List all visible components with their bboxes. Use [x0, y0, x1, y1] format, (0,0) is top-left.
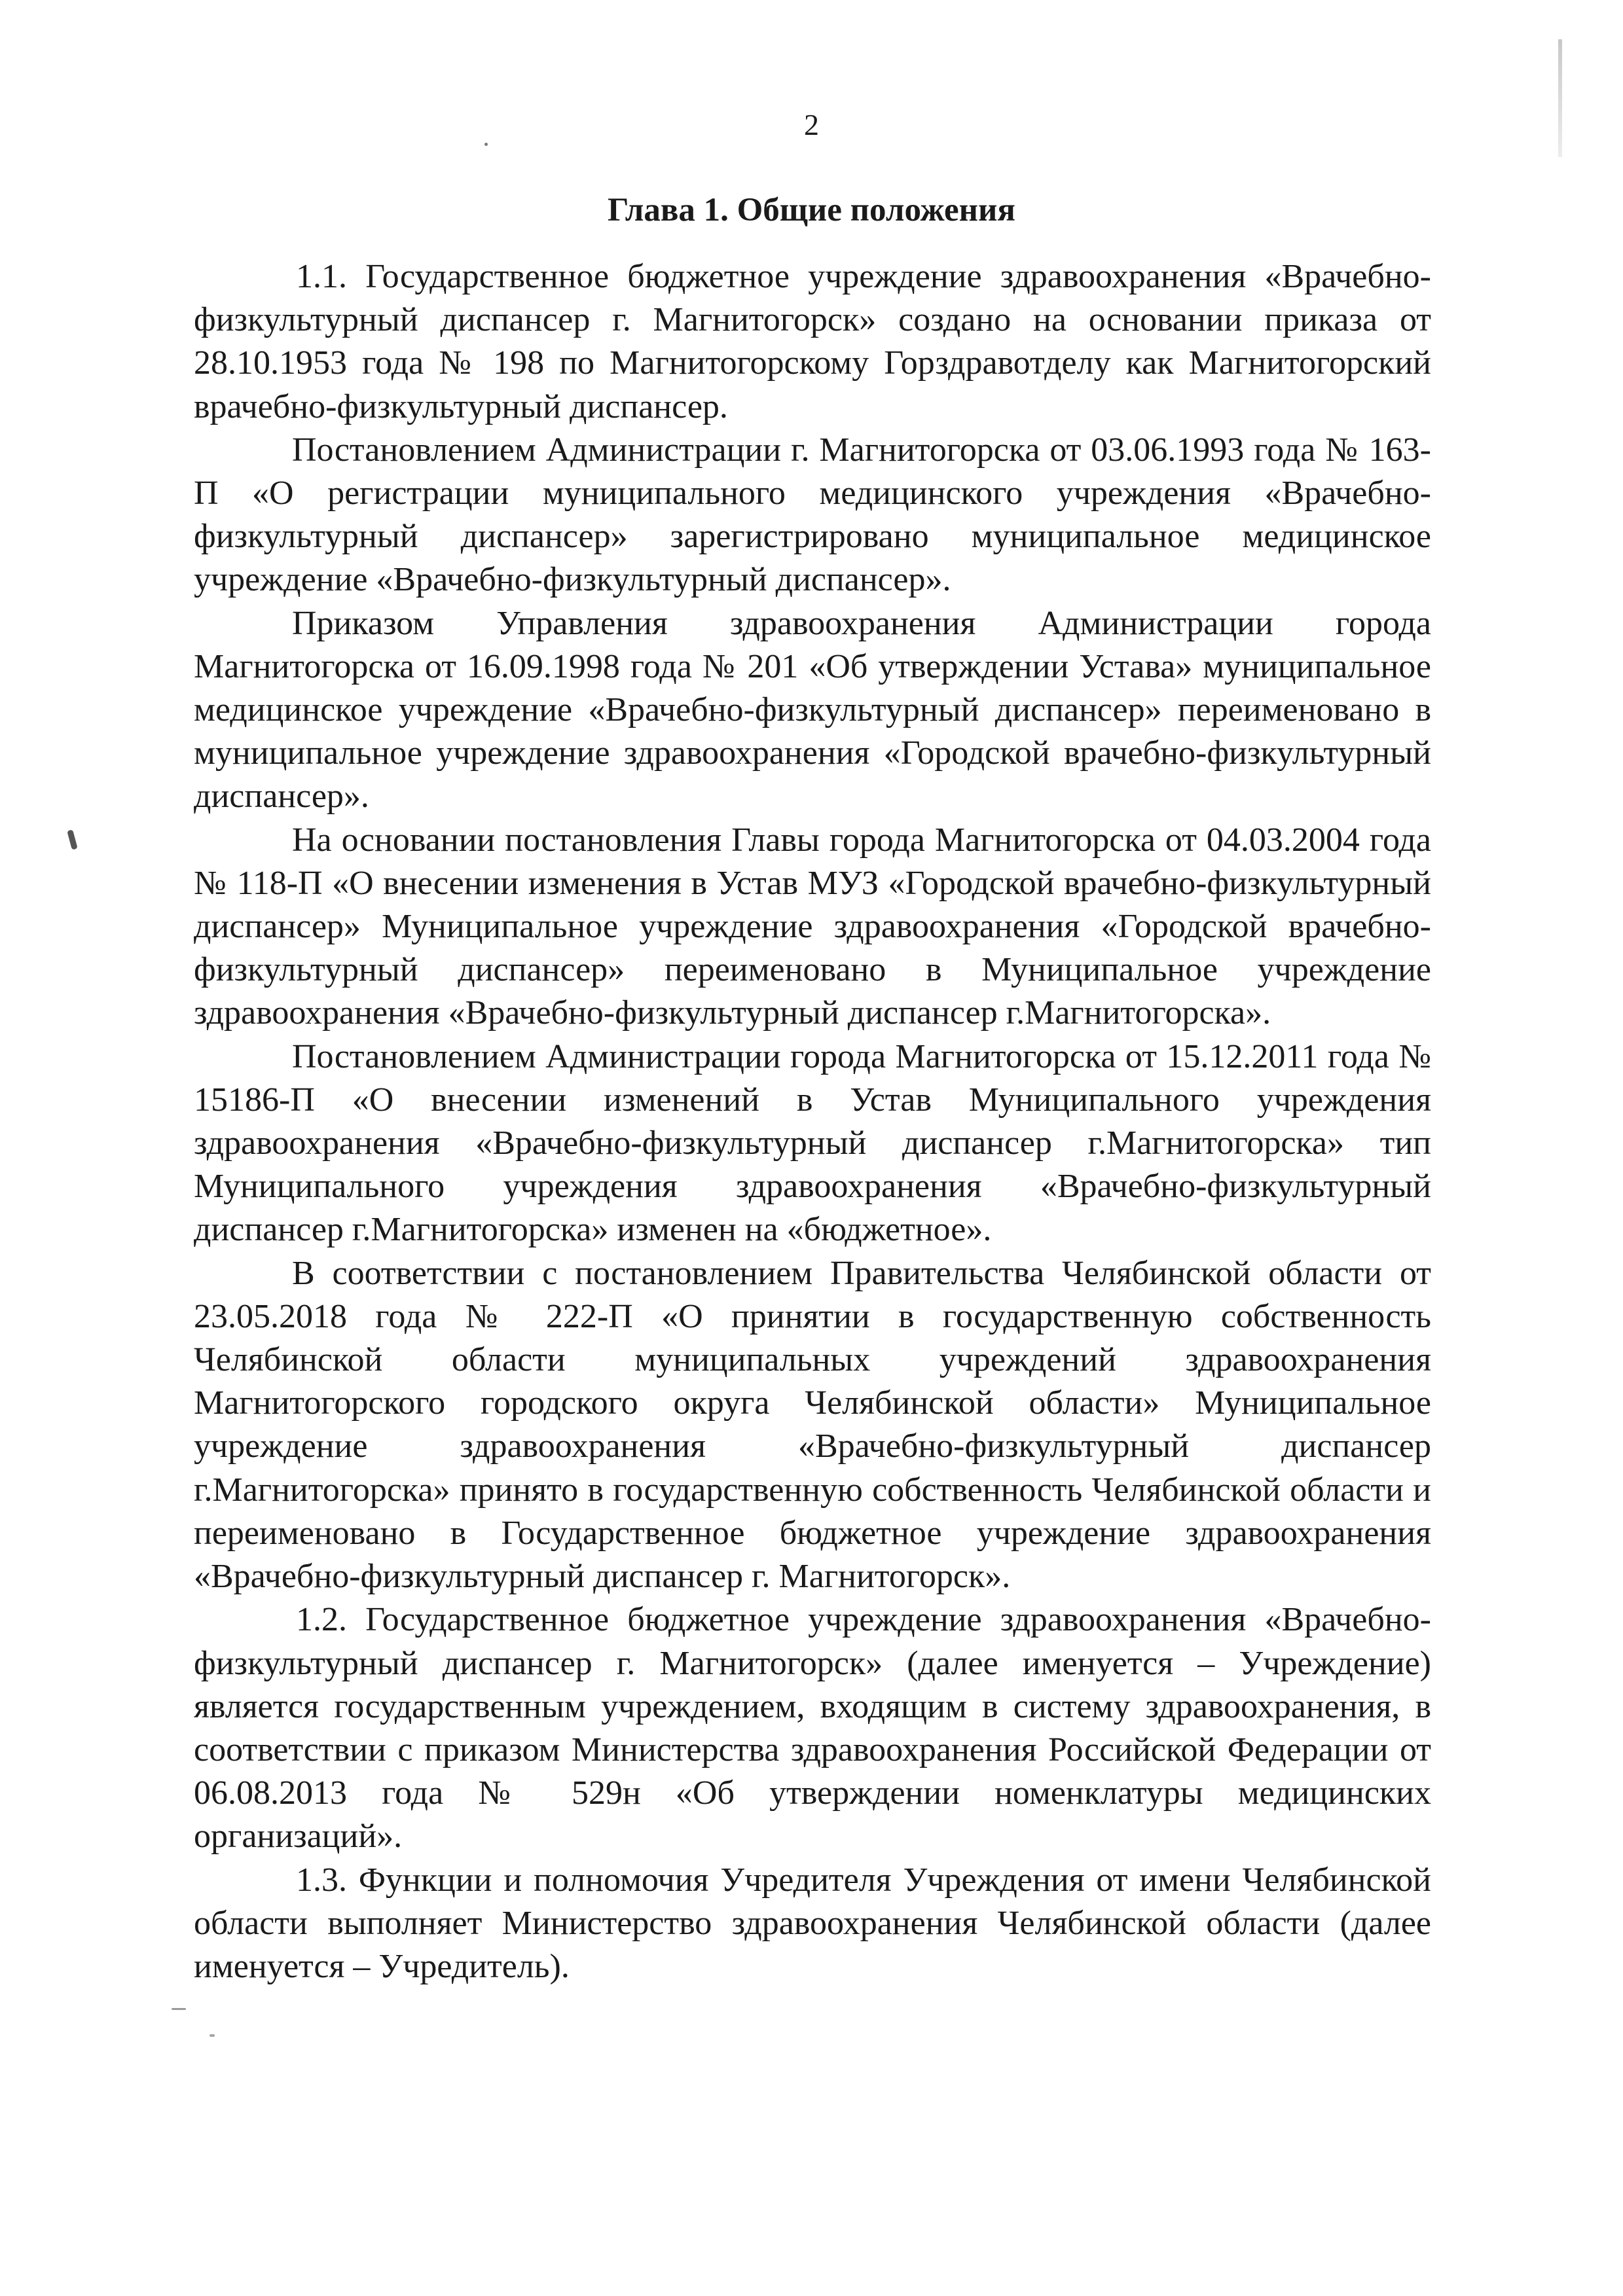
paragraph-history-2018: В соответствии с постановлением Правительства Челябинской области от 23.05.2018 года № 222-П «О принятии в государственную собственность Челябинской области муниципальных учреждений здравоохранения Магнитогорского городского округа Челябинской области» Муниципальное учреждение здравоохранения «Врачебно-физкультурный диспансер г.Магнитогорска» принято в государственную собственность Челябинской области и переименовано в Государственное бюджетное учреждение здравоохранения «Врачебно-физкультурный диспансер г. Магнитогорск».: [194, 1254, 1431, 1596]
scan-speck: [67, 829, 77, 850]
page-number: 2: [804, 108, 819, 141]
document-body: [194, 255, 1431, 1988]
scan-speck: [172, 2008, 186, 2010]
paragraph-1-2: 1.2. Государственное бюджетное учреждение здравоохранения «Врачебно-физкультурный диспансер г. Магнитогорск» (далее именуется – Учреждение) является государственным учреждением, входящим в систему здравоохранения, в соответствии с приказом Министерства здравоохранения Российской Федерации от 06.08.2013 года № 529н «Об утверждении номенклатуры медицинских организаций».: [194, 1601, 1431, 1856]
scan-speck: [484, 143, 488, 146]
paragraph-history-1993: Постановлением Администрации г. Магнитогорска от 03.06.1993 года № 163-П «О регистрации муниципального медицинского учреждения «Врачебно-физкультурный диспансер» зарегистрировано муниципальное медицинское учреждение «Врачебно-физкультурный диспансер».: [194, 431, 1431, 599]
paragraph-1-1: 1.1. Государственное бюджетное учреждение здравоохранения «Врачебно-физкультурный диспансер г. Магнитогорск» создано на основании приказа от 28.10.1953 года № 198 по Магнитогорскому Горздравотделу как Магнитогорский врачебно-физкультурный диспансер.: [194, 258, 1431, 425]
paragraph-history-2004: На основании постановления Главы города Магнитогорска от 04.03.2004 года № 118-П «О внесении изменения в Устав МУЗ «Городской врачебно-физкультурный диспансер» Муниципальное учреждение здравоохранения «Городской врачебно-физкультурный диспансер» переименовано в Муниципальное учреждение здравоохранения «Врачебно-физкультурный диспансер г.Магнитогорска».: [194, 821, 1431, 1032]
scan-speck: [210, 2034, 215, 2037]
paragraph-history-2011: Постановлением Администрации города Магнитогорска от 15.12.2011 года № 15186-П «О внесении изменений в Устав Муниципального учреждения здравоохранения «Врачебно-физкультурный диспансер г.Магнитогорска» тип Муниципального учреждения здравоохранения «Врачебно-физкультурный диспансер г.Магнитогорска» изменен на «бюджетное».: [194, 1037, 1431, 1249]
paragraph-history-1998: Приказом Управления здравоохранения Администрации города Магнитогорска от 16.09.1998 года № 201 «Об утверждении Устава» муниципальное медицинское учреждение «Врачебно-физкультурный диспансер» переименовано в муниципальное учреждение здравоохранения «Городской врачебно-физкультурный диспансер».: [194, 604, 1431, 816]
chapter-title: Глава 1. Общие положения: [608, 192, 1015, 229]
paragraph-1-3: 1.3. Функции и полномочия Учредителя Учреждения от имени Челябинской области выполняет Министерство здравоохранения Челябинской области (далее именуется – Учредитель).: [194, 1861, 1431, 1985]
